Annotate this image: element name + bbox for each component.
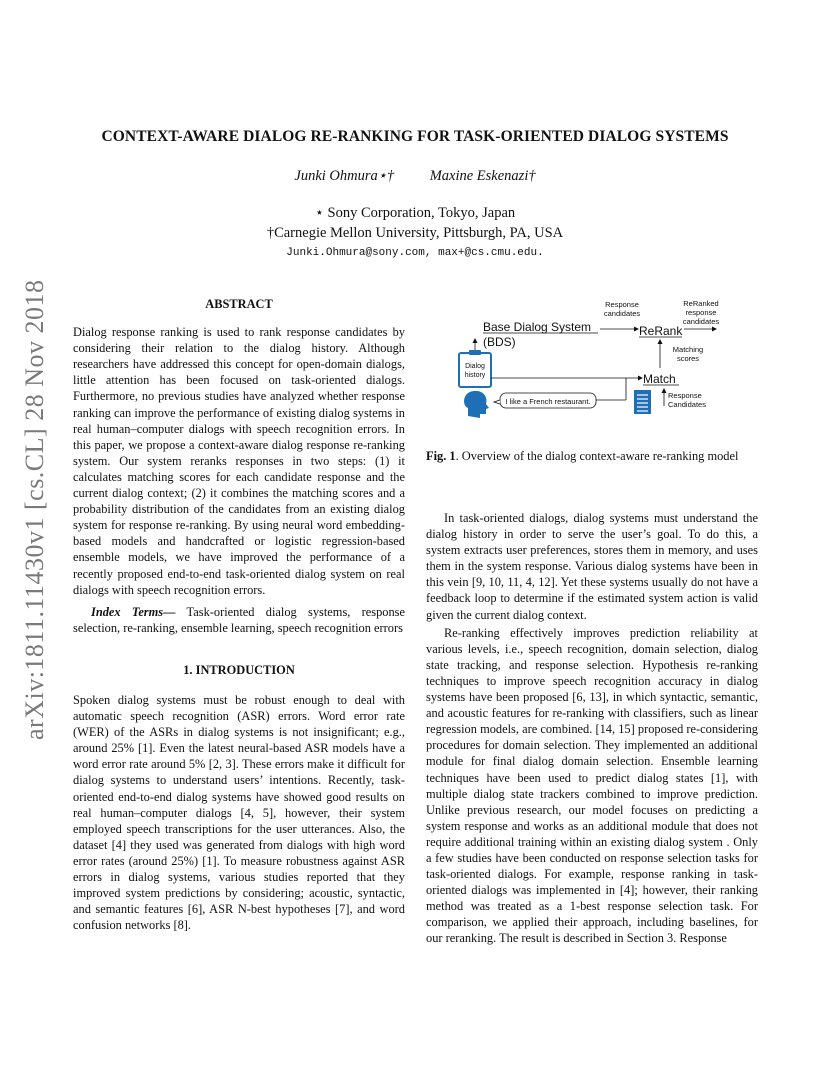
- arrow-candidates-to-match: [662, 388, 667, 393]
- arrow-rerank-output: [712, 327, 717, 332]
- list-document-icon: [634, 390, 651, 414]
- figure-1-caption: [426, 448, 758, 464]
- index-terms-label: Index Terms—: [91, 604, 176, 619]
- user-head-icon: [464, 391, 489, 418]
- arrow-history-to-bds: [473, 338, 478, 343]
- paper-title: CONTEXT-AWARE DIALOG RE-RANKING FOR TASK-ORIENTED DIALOG SYSTEMS: [101, 128, 729, 145]
- index-terms: [73, 604, 405, 636]
- matching-scores-label-2: scores: [676, 354, 700, 363]
- affiliation-1: ⋆ Sony Corporation, Tokyo, Japan: [314, 205, 516, 221]
- abstract-text: Dialog response ranking is used to rank response candidates by considering their relation to the dialog history. Although researchers have addressed this concept for open-domain dialogs, little attention has been focused on task-oriented dialogs. Furthermore, no previous studies have analyzed whether response ranking can improve the performance of existing dialog systems in real human–computer dialogs with speech recognition errors. In this paper, we propose a context-aware dialog response re-ranking system. Our system reranks responses in two steps: (1) it calculates matching scores for each candidate response and the current dialog context; (2) it combines the matching scores and a probability distribution of the candidates from an existing dialog system for response re-ranking. By using neural word embedding-based models and handcrafted or logistic regression-based ensemble models, we have improved the performance of a recently proposed end-to-end task-oriented dialog system on real dialogs with speech recognition errors.: [73, 325, 405, 597]
- dialog-history-label-1: Dialog: [465, 363, 485, 370]
- reranked-label-3: candidates: [682, 317, 720, 326]
- intro-heading: 1. INTRODUCTION: [183, 662, 295, 677]
- author-emails: Junki.Ohmura@sony.com, max+@cs.cmu.edu.: [286, 247, 544, 259]
- user-utterance: I like a French restaurant.: [505, 397, 591, 406]
- abstract-heading: ABSTRACT: [205, 297, 273, 311]
- dialog-history-label-2: history: [464, 372, 486, 379]
- reranked-label-1: ReRanked: [683, 299, 719, 308]
- bds-label-2: (BDS): [483, 335, 516, 349]
- author-list: [60, 168, 770, 185]
- response-candidates-label-top-1: Response: [605, 300, 639, 309]
- match-label: Match: [643, 372, 676, 386]
- intro-paragraph-1: Spoken dialog systems must be robust enough to deal with automatic speech recognition (ASR) errors. Word error rate (WER) of the ASRs in dialog systems is not insignificant; e.g., around 25% [1]. Even the latest neural-based ASR models have a word error rate around 5% [2, 3]. These errors make it difficult for dialog systems to understand users’ intentions. Recently, task-oriented end-to-end dialog systems have showed good results on real human–computer dialogs [4, 5], however, their system employed speech transcriptions for the user utterances. Also, the dataset [4] they used was generated from dialogs with high word error rates (around 25%) [1]. To measure robustness against ASR errors in dialog systems, various studies reported that they improved system predictions by considering; acoustic, syntactic, and semantic features [6], ASR N-best hypotheses [7], and word confusion networks [8].: [73, 692, 405, 933]
- reranked-label-2: response: [685, 308, 717, 317]
- right-column: [426, 510, 758, 947]
- author-1: Junki Ohmura⋆†: [294, 168, 395, 184]
- bds-label-1: Base Dialog System: [483, 320, 592, 334]
- figure-caption-text: . Overview of the dialog context-aware re-ranking model: [455, 449, 739, 463]
- matching-scores-label-1: Matching: [672, 345, 704, 354]
- rerank-label: ReRank: [639, 324, 683, 338]
- arrow-matching-scores: [658, 339, 663, 344]
- arxiv-stamp: arXiv:1811.11430v1 [cs.CL] 28 Nov 2018: [20, 279, 49, 740]
- intro-paragraph-3: Re-ranking effectively improves prediction reliability at various levels, i.e., speech recognition, domain selection, dialog state tracking, and response selection. Hypothesis re-ranking techniques to improve speech recognition accuracy in dialog systems have been proposed [6, 13], in which syntactic, semantic, and acoustic features for re-ranking with classifiers, such as linear regression models, are combined. [14, 15] proposed re-considering procedures for domain selection. They implemented an additional module for final dialog domain selection. Ensemble learning techniques have been used to predict dialog states [1], with multiple dialog state trackers combined to improve prediction. Unlike previous research, our model focuses on predicting a system response and works as an additional module that does not require additional training within an existing dialog system . Only a few studies have been conducted on response selection tasks for task-oriented dialogs. For example, response ranking in task-oriented dialogs was implemented in [4]; however, their ranking method was treated as a 1-best response selection task. For comparison, we applied their approach, including baselines, for our reranking. The result is described in Section 3. Response: [426, 625, 758, 946]
- figure-1-diagram: [450, 296, 730, 426]
- figure-caption-label: Fig. 1: [426, 449, 456, 463]
- response-candidates-label-bottom-1: Response: [668, 391, 702, 400]
- index-terms-text: Task-oriented dialog systems, response selection, re-ranking, ensemble learning, speech recognition errors: [73, 604, 405, 635]
- response-candidates-label-top-2: candidates: [603, 309, 641, 318]
- author-2: Maxine Eskenazi†: [429, 168, 536, 184]
- intro-paragraph-2: In task-oriented dialogs, dialog systems must understand the dialog history in order to serve the user’s goal. To do this, a system extracts user preferences, stores them in memory, and uses them in the system response. Various dialog systems have been in this vein [9, 10, 11, 4, 12]. Yet these systems usually do not have a feedback loop to determine if the estimated system action is valid given the current dialog context.: [426, 511, 758, 622]
- affiliation-2: †Carnegie Mellon University, Pittsburgh, PA, USA: [266, 225, 564, 241]
- response-candidates-label-bottom-2: Candidates: [668, 400, 706, 409]
- left-column: [73, 296, 405, 933]
